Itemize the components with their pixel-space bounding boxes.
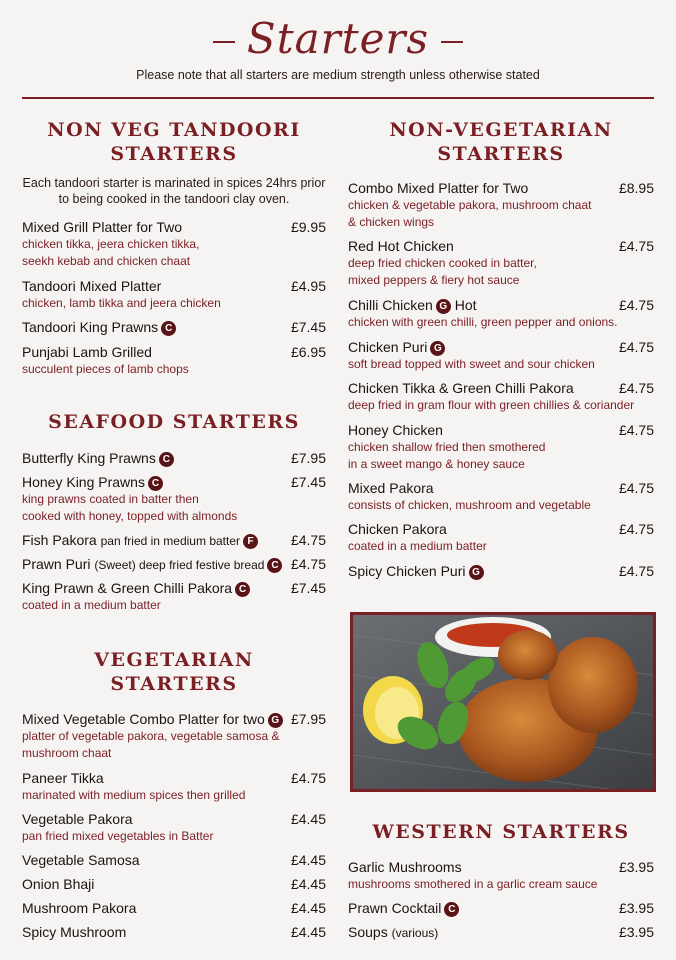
menu-item-name: Combo Mixed Platter for Two — [348, 180, 529, 196]
menu-item-name: King Prawn & Green Chilli Pakora — [22, 580, 233, 596]
menu-item — [22, 811, 326, 845]
menu-item-description: mushrooms smothered in a garlic cream sauce — [348, 877, 598, 891]
menu-item-name-line — [22, 580, 326, 597]
dietary-badge: G — [268, 713, 283, 728]
menu-item-name: Prawn Cocktail — [348, 900, 442, 916]
seafood-heading: SEAFOOD STARTERS — [48, 411, 300, 433]
menu-item-price: £4.45 — [290, 811, 326, 827]
menu-item-price: £3.95 — [618, 924, 654, 940]
menu-item — [348, 900, 654, 917]
menu-item-name-line — [22, 344, 326, 361]
title-dash-left — [213, 41, 235, 43]
menu-item-name: Chicken Puri — [348, 339, 428, 355]
dietary-badge: C — [444, 902, 459, 917]
menu-item-price: £4.75 — [618, 563, 654, 579]
menu-item-price: £4.75 — [618, 521, 654, 537]
menu-item-description: consists of chicken, mushroom and vegetable — [348, 498, 591, 512]
menu-item — [348, 480, 654, 514]
menu-item — [22, 278, 326, 312]
menu-item-name: Butterfly King Prawns — [22, 450, 156, 466]
menu-item-price: £4.75 — [290, 770, 326, 786]
header-divider — [22, 97, 654, 99]
tandoori-intro — [22, 175, 326, 207]
menu-item-price: £4.75 — [618, 422, 654, 438]
vegetarian-heading — [22, 648, 326, 696]
dietary-badge: C — [235, 582, 250, 597]
menu-item — [22, 219, 326, 270]
menu-item-description: king prawns coated in batter then — [22, 492, 199, 506]
menu-item-price: £4.45 — [290, 876, 326, 892]
strength-note: Please note that all starters are medium strength unless otherwise stated — [136, 68, 540, 82]
menu-item-name: Fish Pakora — [22, 532, 97, 548]
menu-item-name-line — [22, 219, 326, 236]
dietary-badge: G — [436, 299, 451, 314]
menu-item-price: £4.75 — [290, 556, 326, 572]
menu-item-description: in a sweet mango & honey sauce — [348, 457, 525, 471]
menu-item-name-line — [22, 924, 326, 941]
menu-item-price: £8.95 — [618, 180, 654, 196]
menu-item-name: Onion Bhaji — [22, 876, 95, 892]
heading-line: STARTERS — [110, 143, 238, 165]
menu-item-name-line — [348, 339, 654, 356]
menu-item — [348, 924, 654, 942]
menu-item-name-line — [22, 556, 326, 574]
menu-item — [22, 711, 326, 762]
non-veg-tandoori-heading — [22, 118, 326, 166]
menu-item-price: £4.75 — [618, 380, 654, 396]
menu-item-name-line — [22, 532, 326, 550]
menu-item-name: Chilli Chicken — [348, 297, 433, 313]
menu-item-description: chicken, lamb tikka and jeera chicken — [22, 296, 221, 310]
dietary-badge: C — [159, 452, 174, 467]
menu-item-name-line — [348, 180, 654, 197]
menu-item-name-line — [22, 770, 326, 787]
menu-item-price: £7.95 — [290, 711, 326, 727]
menu-item-name: Tandoori King Prawns — [22, 319, 159, 335]
menu-item — [348, 380, 654, 414]
menu-item-name-line — [348, 521, 654, 538]
menu-item-price: £3.95 — [618, 859, 654, 875]
heading-line: NON-VEGETARIAN — [389, 119, 613, 141]
menu-item-name-line — [22, 711, 326, 728]
menu-item-description: & chicken wings — [348, 215, 435, 229]
menu-item-description: coated in a medium batter — [22, 598, 161, 612]
menu-item-price: £4.95 — [290, 278, 326, 294]
menu-item-description: soft bread topped with sweet and sour chicken — [348, 357, 595, 371]
menu-item-price: £4.75 — [618, 480, 654, 496]
menu-item-note: (Sweet) deep fried festive bread — [94, 558, 265, 572]
menu-item-price: £4.75 — [618, 238, 654, 254]
menu-item-name: Honey King Prawns — [22, 474, 145, 490]
menu-item — [22, 474, 326, 525]
menu-item-name-line — [22, 319, 326, 336]
title-dash-right — [441, 41, 463, 43]
menu-item — [22, 876, 326, 893]
dietary-badge: F — [243, 534, 258, 549]
menu-item — [22, 344, 326, 378]
western-heading: WESTERN STARTERS — [372, 821, 630, 843]
menu-item-name-line — [348, 924, 654, 942]
menu-item-price: £4.75 — [618, 297, 654, 313]
menu-item-name-line — [22, 278, 326, 295]
menu-item-name-line — [348, 422, 654, 439]
menu-item-name-line — [348, 900, 654, 917]
menu-item-description: deep fried in gram flour with green chillies & coriander — [348, 398, 635, 412]
menu-item — [22, 450, 326, 467]
menu-item-description: seekh kebab and chicken chaat — [22, 254, 191, 268]
menu-item-description: chicken shallow fried then smothered — [348, 440, 546, 454]
menu-item-price: £3.95 — [618, 900, 654, 916]
menu-item-name-line — [22, 852, 326, 869]
menu-item-price: £4.75 — [618, 339, 654, 355]
menu-item-name: Mixed Pakora — [348, 480, 434, 496]
menu-item-price: £6.95 — [290, 344, 326, 360]
menu-item-name: Mixed Grill Platter for Two — [22, 219, 183, 235]
menu-item-price: £9.95 — [290, 219, 326, 235]
non-vegetarian-heading — [348, 118, 654, 166]
menu-item-price: £4.75 — [290, 532, 326, 548]
menu-item — [348, 339, 654, 373]
menu-item-note: (various) — [391, 926, 439, 940]
intro-line: Each tandoori starter is marinated in spices 24hrs prior — [22, 176, 326, 190]
menu-item-name-line — [22, 811, 326, 828]
menu-item-name-line — [348, 859, 654, 876]
menu-item-price: £4.45 — [290, 852, 326, 868]
dietary-badge: G — [469, 565, 484, 580]
dietary-badge: C — [267, 558, 282, 573]
menu-item-name: Vegetable Samosa — [22, 852, 140, 868]
menu-item — [22, 532, 326, 550]
menu-item-name: Soups — [348, 924, 388, 940]
menu-item-name-line — [348, 480, 654, 497]
menu-item-description: cooked with honey, topped with almonds — [22, 509, 238, 523]
menu-item-name: Red Hot Chicken — [348, 238, 454, 254]
page-title — [0, 14, 676, 63]
menu-item — [22, 319, 326, 336]
menu-item-note: pan fried in medium batter — [100, 534, 240, 548]
menu-item — [22, 770, 326, 804]
menu-item-name: Chicken Pakora — [348, 521, 447, 537]
menu-item-name: Vegetable Pakora — [22, 811, 133, 827]
menu-item — [348, 521, 654, 555]
menu-item-description: platter of vegetable pakora, vegetable samosa & — [22, 729, 280, 743]
pakora-photo — [350, 612, 656, 792]
menu-item-name-line — [22, 900, 326, 917]
menu-item-price: £7.45 — [290, 580, 326, 596]
dietary-badge: C — [148, 476, 163, 491]
dietary-badge: C — [161, 321, 176, 336]
menu-item-description: deep fried chicken cooked in batter, — [348, 256, 537, 270]
menu-item-description: succulent pieces of lamb chops — [22, 362, 189, 376]
heading-line: NON VEG TANDOORI — [47, 119, 301, 141]
pakora-photo-illustration — [353, 615, 653, 789]
menu-item-description: pan fried mixed vegetables in Batter — [22, 829, 214, 843]
title-text: Starters — [246, 14, 430, 63]
menu-item-heat: Hot — [454, 297, 477, 313]
menu-item-name-line — [348, 563, 654, 580]
menu-item-name: Punjabi Lamb Grilled — [22, 344, 152, 360]
menu-item-price: £4.45 — [290, 900, 326, 916]
heading-line: VEGETARIAN — [94, 649, 254, 671]
menu-item-description: chicken & vegetable pakora, mushroom chaat — [348, 198, 592, 212]
menu-item-description: mixed peppers & fiery hot sauce — [348, 273, 520, 287]
heading-line: STARTERS — [110, 673, 238, 695]
menu-item-name: Spicy Mushroom — [22, 924, 127, 940]
menu-item-name: Spicy Chicken Puri — [348, 563, 466, 579]
menu-item-description: chicken tikka, jeera chicken tikka, — [22, 237, 200, 251]
intro-line: to being cooked in the tandoori clay oven. — [58, 192, 290, 206]
menu-item-price: £7.95 — [290, 450, 326, 466]
menu-item — [22, 900, 326, 917]
menu-item — [348, 859, 654, 893]
menu-item-name: Mushroom Pakora — [22, 900, 137, 916]
menu-item — [22, 580, 326, 614]
menu-item-name-line — [22, 474, 326, 491]
menu-item — [22, 556, 326, 574]
menu-item-name: Mixed Vegetable Combo Platter for two — [22, 711, 265, 727]
menu-item — [348, 180, 654, 231]
dietary-badge: G — [430, 341, 445, 356]
menu-item — [348, 563, 654, 580]
menu-item-name: Honey Chicken — [348, 422, 443, 438]
menu-item — [348, 422, 654, 473]
menu-item-name-line — [348, 238, 654, 255]
menu-item-price: £7.45 — [290, 319, 326, 335]
menu-item — [22, 852, 326, 869]
menu-item-name: Tandoori Mixed Platter — [22, 278, 162, 294]
menu-item-name: Chicken Tikka & Green Chilli Pakora — [348, 380, 574, 396]
menu-item — [348, 297, 654, 331]
menu-item-name-line — [348, 297, 654, 314]
menu-item-description: marinated with medium spices then grilled — [22, 788, 246, 802]
menu-item-description: mushroom chaat — [22, 746, 112, 760]
menu-item-name-line — [22, 450, 326, 467]
menu-item — [348, 238, 654, 289]
menu-item-description: chicken with green chilli, green pepper and onions. — [348, 315, 618, 329]
menu-item-name: Garlic Mushrooms — [348, 859, 462, 875]
menu-item-name-line — [22, 876, 326, 893]
menu-item — [22, 924, 326, 941]
menu-item-price: £7.45 — [290, 474, 326, 490]
heading-line: STARTERS — [437, 143, 565, 165]
menu-item-name: Prawn Puri — [22, 556, 91, 572]
menu-item-price: £4.45 — [290, 924, 326, 940]
menu-item-name: Paneer Tikka — [22, 770, 104, 786]
menu-item-description: coated in a medium batter — [348, 539, 487, 553]
menu-item-name-line — [348, 380, 654, 397]
